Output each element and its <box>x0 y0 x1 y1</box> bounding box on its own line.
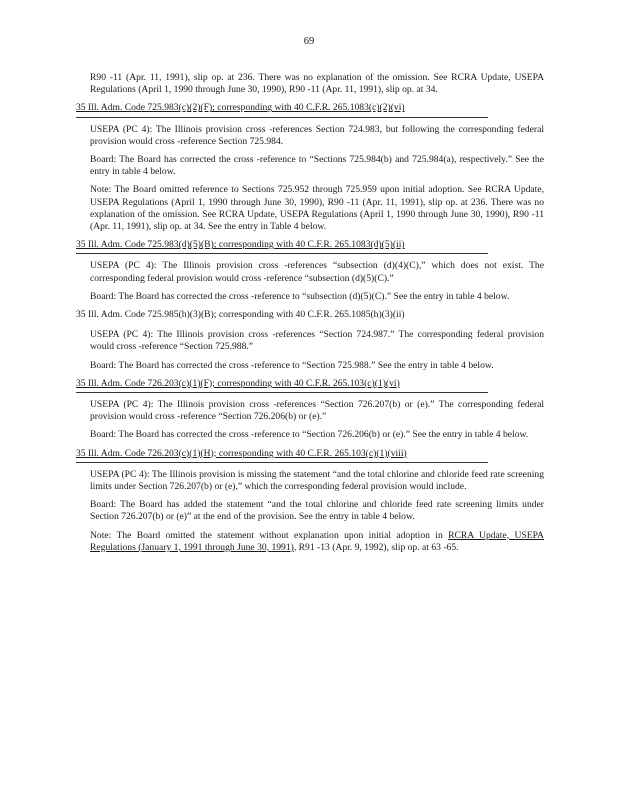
section-paragraph: Board: The Board has corrected the cross -reference to “Section 725.988.” See the entry in table 4 below. <box>90 359 494 371</box>
section-paragraph: Board: The Board has corrected the cross -reference to “subsection (d)(5)(C).” See the entry in table 4 below. <box>90 290 510 302</box>
intro-paragraph: R90 -11 (Apr. 11, 1991), slip op. at 236. There was no explanation of the omission. See RCRA Update, USEPA Regulations (April 1, 1990 through June 30, 1990), R90 -11 (Apr. 11, 1991), slip op. at 34. <box>90 72 544 96</box>
section-heading: 35 Ill. Adm. Code 726.203(c)(1)(F); corresponding with 40 C.F.R. 265.103(c)(1)(vi) <box>76 378 488 393</box>
final-note-prefix: Note: The Board omitted the statement without explanation upon initial adoption in <box>90 529 449 541</box>
section-paragraph: USEPA (PC 4): The Illinois provision is missing the statement “and the total chlorine and chloride feed rate screening limits under Section 726.207(b) or (e),” which the corresponding federal provision would include. <box>90 468 544 493</box>
page-content <box>76 72 544 560</box>
section-paragraph: USEPA (PC 4): The Illinois provision cross -references Section 724.983, but following the corresponding federal provision would cross -reference Section 725.984. <box>90 123 544 147</box>
section-paragraph: USEPA (PC 4): The Illinois provision cross -references “Section 724.987.” The corresponding federal provision would cross -reference “Section 725.988.” <box>90 329 544 353</box>
section-paragraph: Board: The Board has added the statement “and the total chlorine and chloride feed rate screening limits under Section 726.207(b) or (e)” at the end of the provision. See the entry in table 4 below. <box>90 499 544 523</box>
section-paragraph: Board: The Board has corrected the cross -reference to “Sections 725.984(b) and 725.984(a), respectively.” See the entry in table 4 below. <box>90 154 544 178</box>
section-paragraph: Note: The Board omitted reference to Sections 725.952 through 725.959 upon initial adoption. See RCRA Update, USEPA Regulations (April 1, 1990 through June 30, 1990), R90 -11 (Apr. 11, 1991), slip op. at 236. There was no explanation of the omission. See RCRA Update, USEPA Regulations (April 1, 1990 through June 30, 1990), R90 -11 (Apr. 11, 1991), slip op. at 34. See the entry in Table 4 below. <box>90 184 544 233</box>
final-note <box>90 530 544 554</box>
section-paragraph: Board: The Board has corrected the cross -reference to “Section 726.206(b) or (e).” See the entry in table 4 below. <box>90 429 529 441</box>
section-heading: 35 Ill. Adm. Code 725.983(c)(2)(F); corresponding with 40 C.F.R. 265.1083(c)(2)(vi) <box>76 102 488 117</box>
page-number: 69 <box>303 36 315 47</box>
section-heading: 35 Ill. Adm. Code 725.983(d)(5)(B); corresponding with 40 C.F.R. 265.1083(d)(5)(ii) <box>76 239 488 254</box>
final-note-suffix: , R91 -13 (Apr. 9, 1992), slip op. at 63 -65. <box>293 541 459 553</box>
final-note-citation: RCRA Update, USEPA Regulations (January 1, 1991 through June 30, 1991) <box>90 529 544 553</box>
section-heading: 35 Ill. Adm. Code 725.985(h)(3)(B); corresponding with 40 C.F.R. 265.1085(h)(3)(ii) <box>76 309 405 321</box>
section-paragraph: USEPA (PC 4): The Illinois provision cross -references “Section 726.207(b) or (e).” The corresponding federal provision would cross -reference “Section 726.206(b) or (e).” <box>90 399 544 423</box>
section-heading: 35 Ill. Adm. Code 726.203(c)(1)(H); corresponding with 40 C.F.R. 265.103(c)(1)(viii) <box>76 448 488 463</box>
section-paragraph: USEPA (PC 4): The Illinois provision cross -references “subsection (d)(4)(C),” which does not exist. The corresponding federal provision would cross -reference “subsection (d)(5)(C).” <box>90 260 544 284</box>
